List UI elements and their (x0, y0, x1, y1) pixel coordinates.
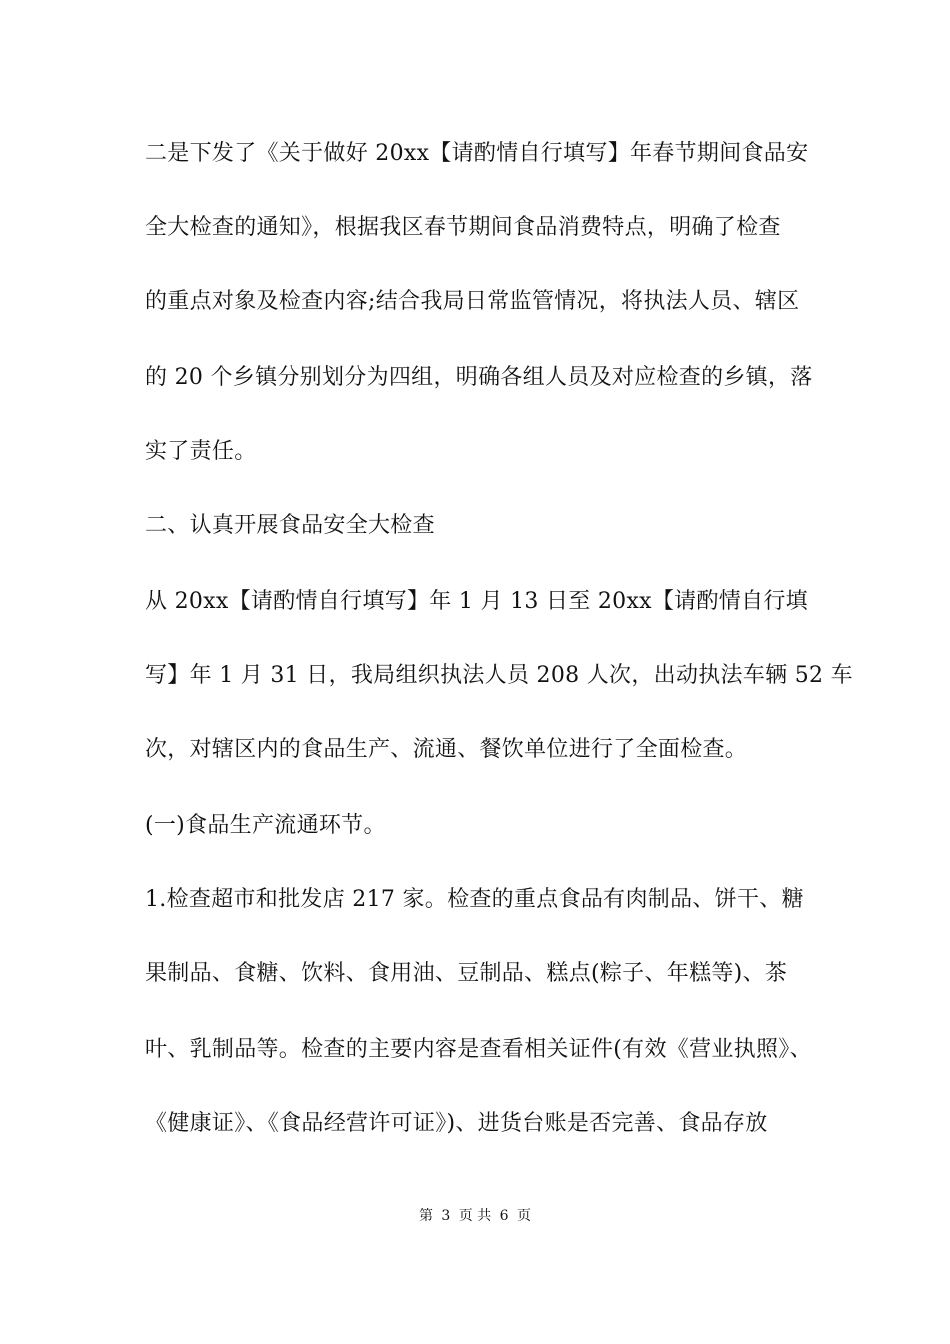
footer-suffix: 页 (517, 1208, 532, 1224)
text-line-1: 二是下发了《关于做好 20xx【请酌情自行填写】年春节期间食品安 (145, 141, 809, 166)
text-line-8: 写】年 1 月 31 日，我局组织执法人员 208 人次，出动执法车辆 52 车 (145, 663, 853, 688)
subsection-heading: (一)食品生产流通环节。 (145, 813, 386, 838)
section-heading: 二、认真开展食品安全大检查 (145, 513, 435, 538)
text-line-13: 叶、乳制品等。检查的主要内容是查看相关证件(有效《营业执照》、 (145, 1037, 812, 1062)
text-line-7: 从 20xx【请酌情自行填写】年 1 月 13 日至 20xx【请酌情自行填 (145, 589, 808, 614)
page-footer (0, 1206, 950, 1226)
text-line-4: 的 20 个乡镇分别划分为四组，明确各组人员及对应检查的乡镇，落 (145, 365, 813, 390)
text-line-3: 的重点对象及检查内容;结合我局日常监管情况，将执法人员、辖区 (145, 289, 800, 314)
text-line-11: 1.检查超市和批发店 217 家。检查的重点食品有肉制品、饼干、糖 (145, 887, 804, 912)
footer-current-page: 3 (441, 1208, 451, 1224)
text-line-5: 实了责任。 (145, 439, 257, 464)
text-line-14: 《健康证》、《食品经营许可证》)、进货台账是否完善、食品存放 (145, 1111, 768, 1136)
text-line-12: 果制品、食糖、饮料、食用油、豆制品、糕点(粽子、年糕等)、茶 (145, 961, 788, 986)
footer-prefix: 第 (418, 1208, 433, 1224)
footer-total-pages: 6 (499, 1208, 509, 1224)
footer-middle: 页 共 (458, 1208, 492, 1224)
text-line-9: 次，对辖区内的食品生产、流通、餐饮单位进行了全面检查。 (145, 737, 748, 762)
text-line-2: 全大检查的通知》，根据我区春节期间食品消费特点，明确了检查 (145, 215, 781, 240)
